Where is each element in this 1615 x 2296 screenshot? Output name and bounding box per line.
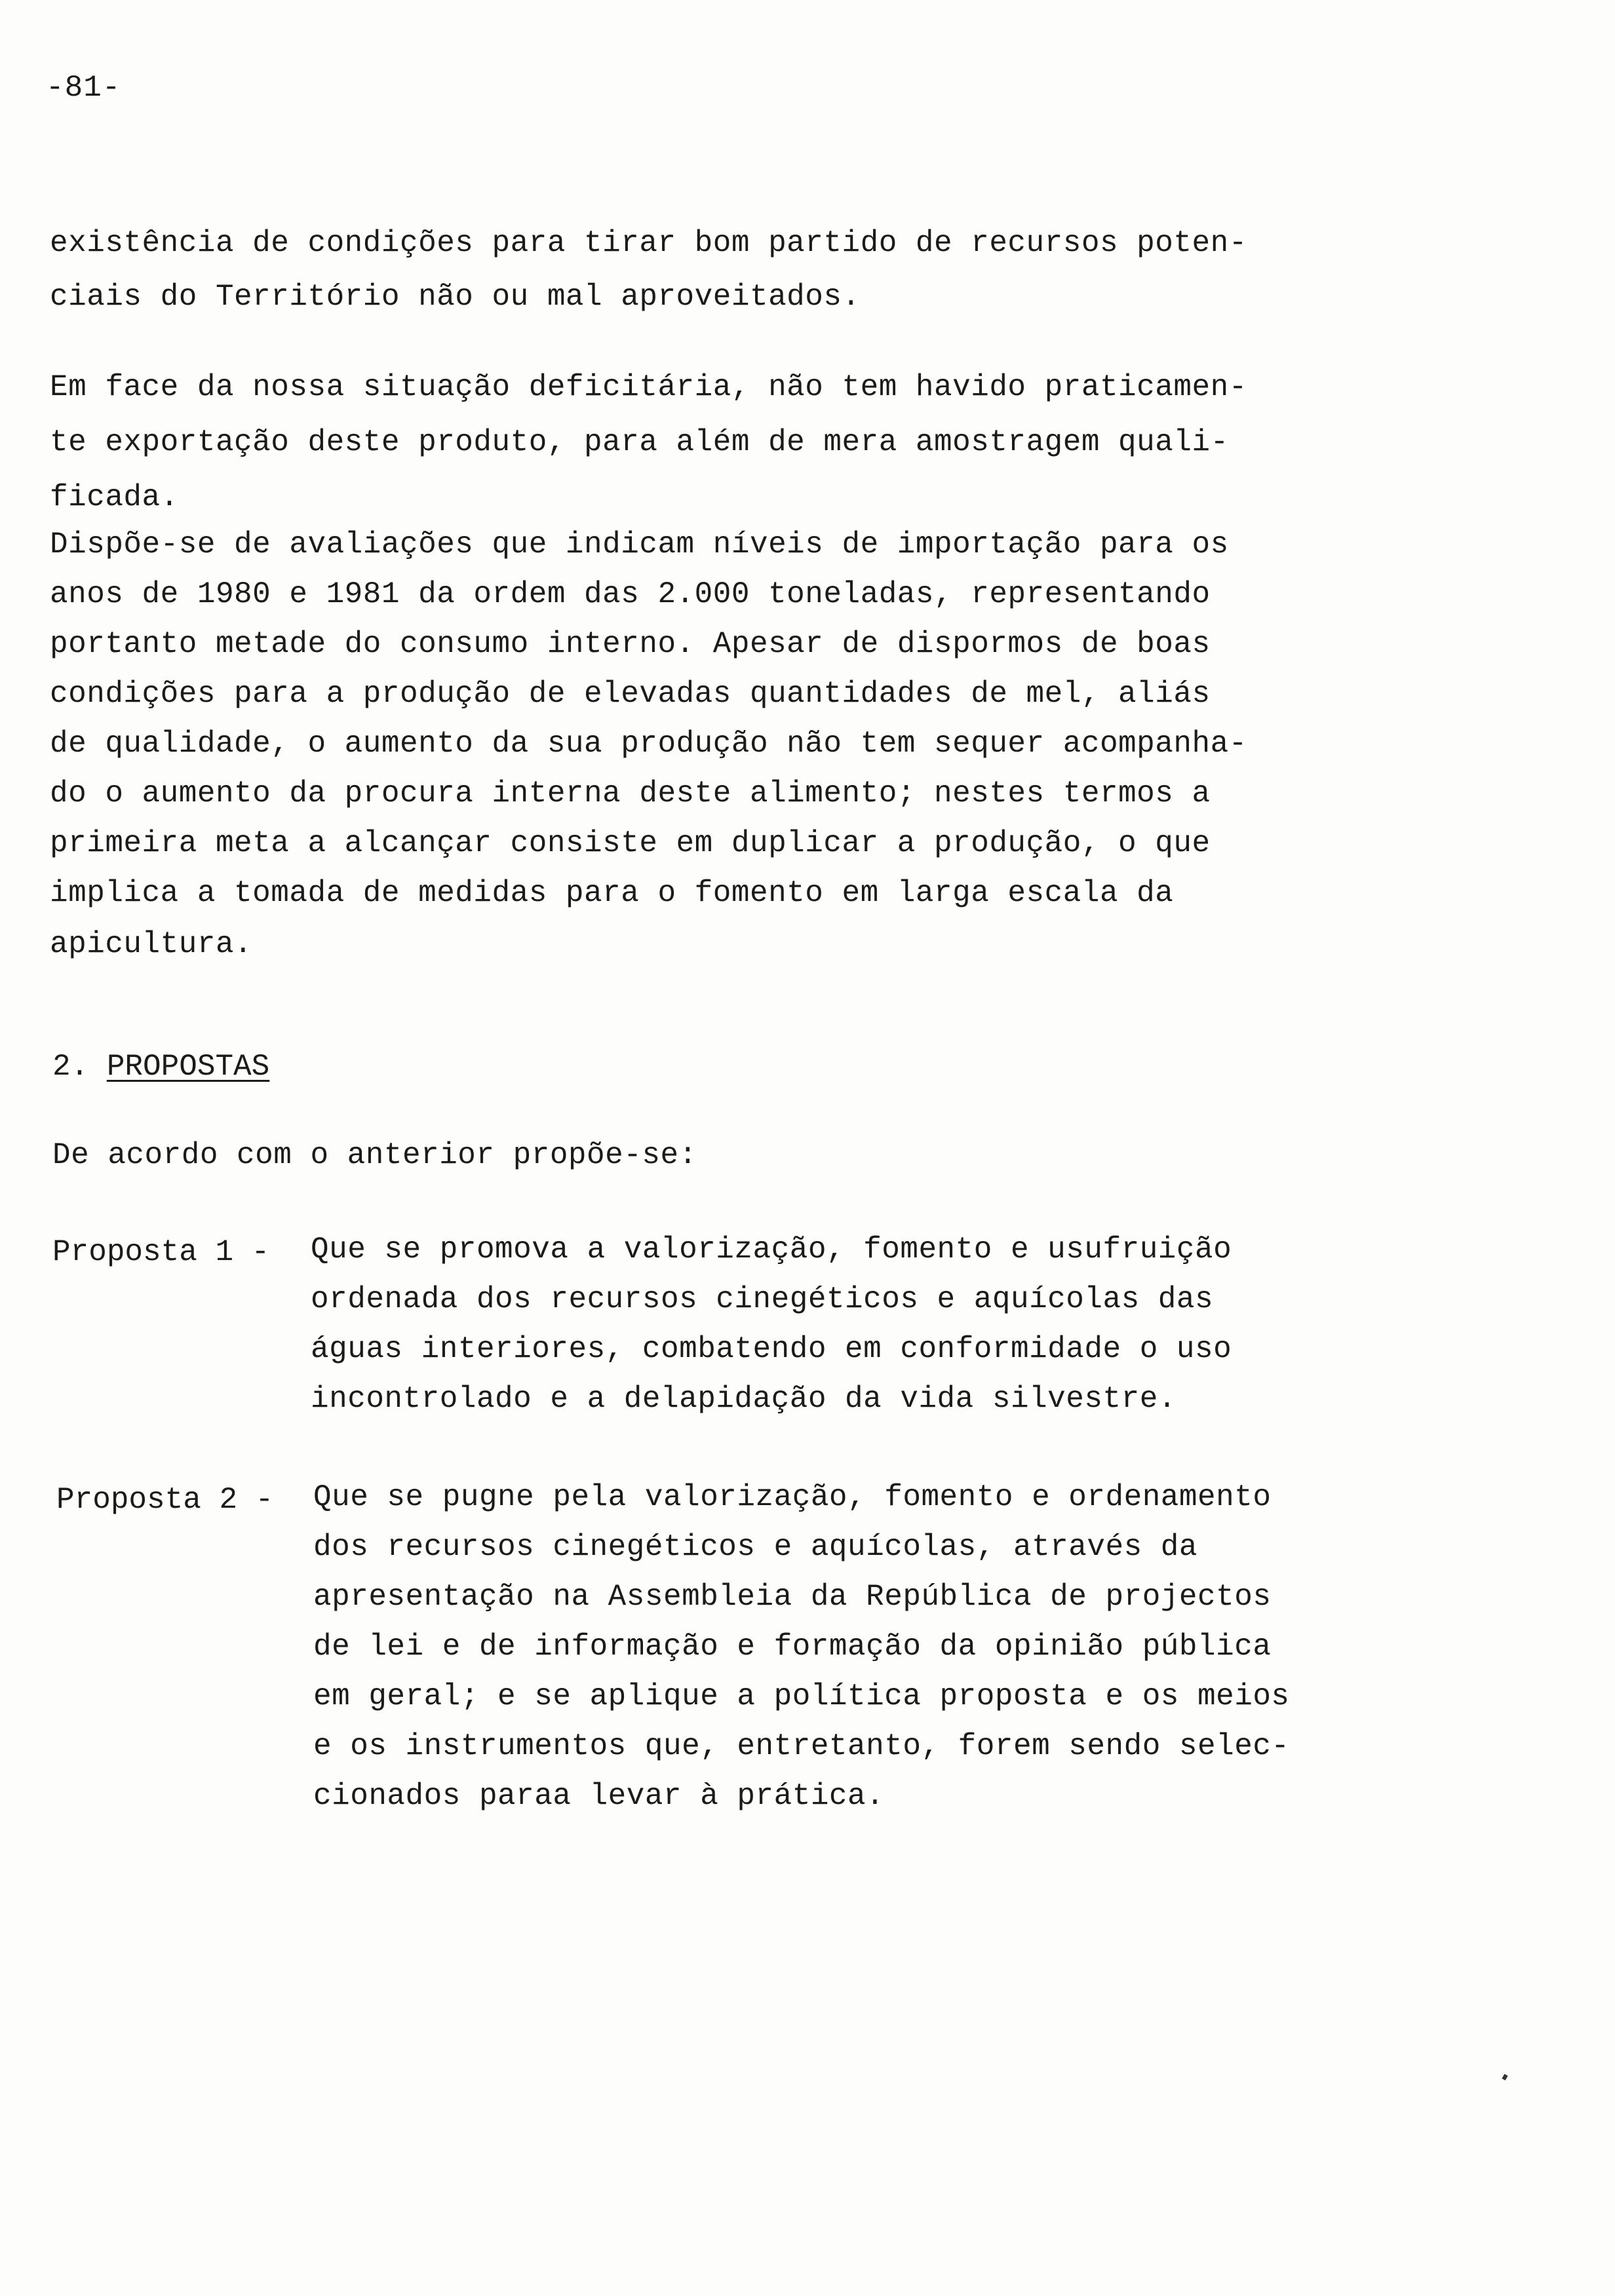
paragraph-line: ciais do Território não ou mal aproveitados. [50,280,861,314]
proposal-line: águas interiores, combatendo em conformidade o uso [311,1332,1232,1366]
intro-text: De acordo com o anterior propõe-se: [52,1138,697,1172]
section-heading [52,1050,269,1084]
stray-mark [1502,2074,1508,2080]
proposal-line: apresentação na Assembleia da República de projectos [313,1580,1272,1614]
paragraph-line: de qualidade, o aumento da sua produção não tem sequer acompanha- [50,727,1247,761]
proposal-line: dos recursos cinegéticos e aquícolas, através da [313,1530,1198,1564]
paragraph-line: ficada. [50,480,179,514]
proposal-label: Proposta 1 - [52,1235,270,1269]
paragraph-line: anos de 1980 e 1981 da ordem das 2.000 toneladas, representando [50,577,1211,611]
proposal-line: de lei e de informação e formação da opinião pública [313,1630,1272,1664]
proposal-line: em geral; e se aplique a política proposta e os meios [313,1679,1290,1713]
paragraph-line: Dispõe-se de avaliações que indicam níveis de importação para os [50,527,1229,562]
paragraph-line: portanto metade do consumo interno. Apesar de dispormos de boas [50,627,1211,661]
section-title: PROPOSTAS [106,1050,270,1084]
proposal-line: ordenada dos recursos cinegéticos e aquícolas das [311,1282,1214,1316]
paragraph-line: primeira meta a alcançar consiste em duplicar a produção, o que [50,826,1211,860]
paragraph-line: existência de condições para tirar bom partido de recursos poten- [50,226,1247,260]
paragraph-line: do o aumento da procura interna deste alimento; nestes termos a [50,776,1211,811]
paragraph-line: implica a tomada de medidas para o fomento em larga escala da [50,876,1174,910]
proposal-label: Proposta 2 - [56,1483,274,1517]
paragraph-line: Em face da nossa situação deficitária, não tem havido praticamen- [50,370,1247,404]
paragraph-line: apicultura. [50,927,253,961]
proposal-line: cionados paraa levar à prática. [313,1779,885,1813]
proposal-line: Que se promova a valorização, fomento e usufruição [311,1233,1232,1267]
proposal-line: e os instrumentos que, entretanto, forem sendo selec- [313,1729,1290,1763]
page-number: -81- [46,71,121,105]
paragraph-line: condições para a produção de elevadas quantidades de mel, aliás [50,677,1211,711]
paragraph-line: te exportação deste produto, para além de mera amostragem quali- [50,425,1229,459]
section-number: 2. [52,1050,89,1084]
proposal-line: Que se pugne pela valorização, fomento e ordenamento [313,1480,1272,1514]
proposal-line: incontrolado e a delapidação da vida silvestre. [311,1382,1177,1416]
